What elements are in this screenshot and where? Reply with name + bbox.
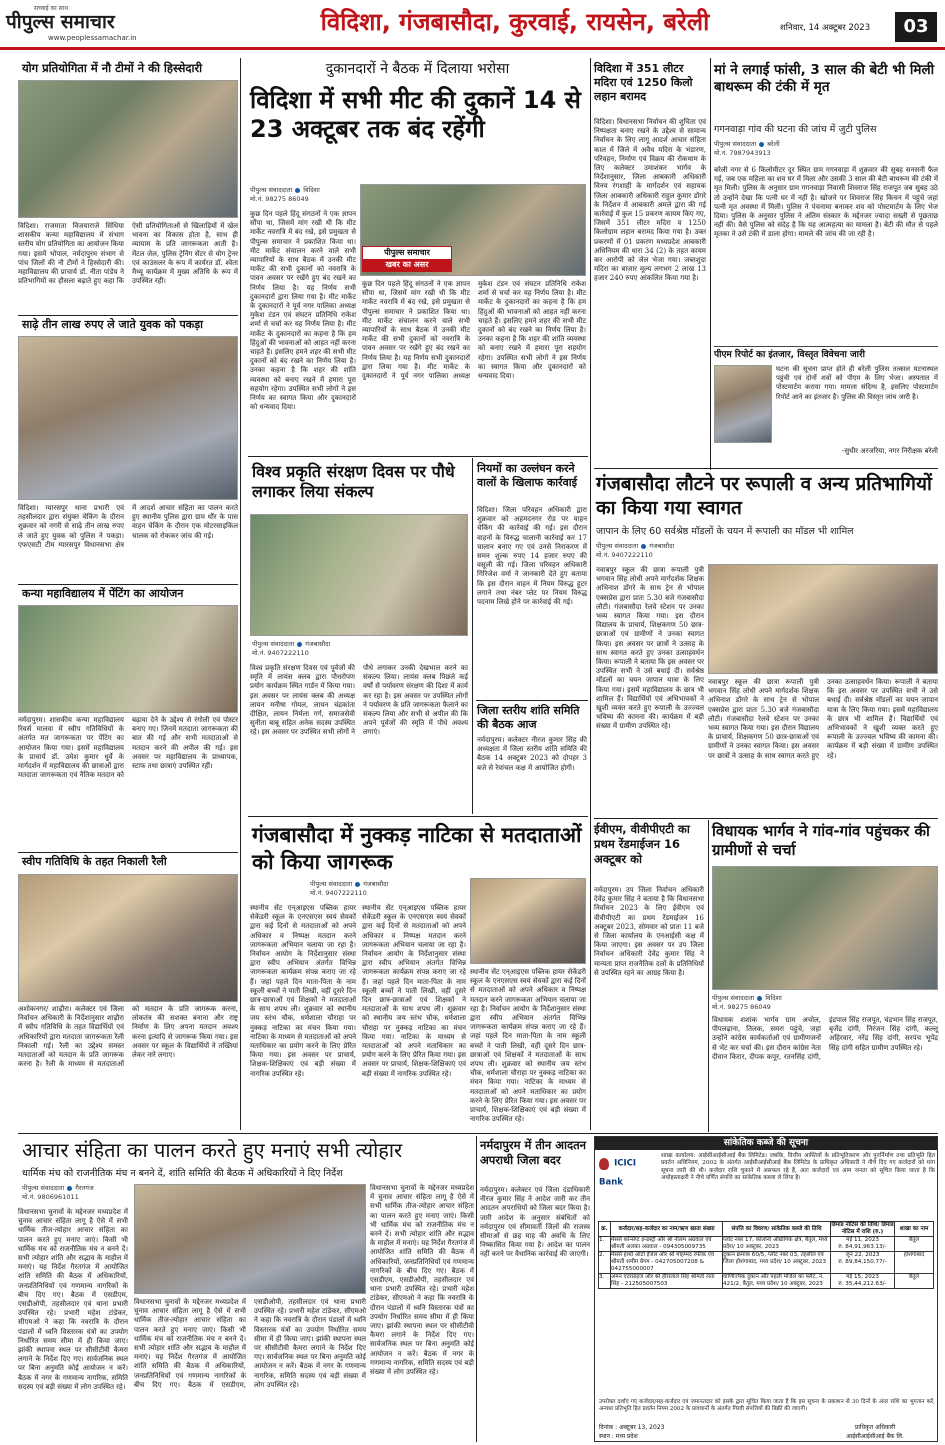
nature-day-headline: विश्व प्रकृति संरक्षण दिवस पर पौधे लगाकर लिया संकल्प — [252, 462, 455, 501]
byline-mobile: मो.नं. 9407222110 — [596, 551, 653, 559]
rupali-byline — [596, 542, 766, 560]
impact-badge-brand: पीपुल्स समाचार — [384, 248, 430, 257]
pm-report-quote: -सुधीर अरजरिया, नगर निरीक्षक बरेली — [841, 447, 938, 455]
row-property: वाणिज्यिक दुकान और पहली मंजिल का फ्लैट, नं. 421/2, बैतूल, मध्य प्रदेश/ 10 अक्टूबर, 2023 — [723, 1274, 831, 1289]
nature-day-byline — [252, 640, 467, 658]
street-play-text-mid: स्थानीय सेंट एन्‌आइएस पब्लिक हायर सेकेंडरी स्कूल के एनएसएस स्वयं सेवकों द्वारा कई दिनों से मतदाताओं को अपने अधिकार व निष्पक्ष मतदान करने जागरूकता अभियान चलाया जा रहा है। निर्वाचन आयोग के निर्देशानुसार संस्था द्वारा स्वीप अभियान अंतर्गत विभिन्न जागरूकता कार्यक्रम संपन्न कराए जा रहे हैं। जहां पहले दिन माता-पिता के नाम स्कूली बच्चों ने पाती लिखी, वहीं दूसरे दिन छात्र-छात्राओं एवं शिक्षकों ने मतदाताओं के साथ शपथ ली। शुक्रवार को स्थानीय जय स्तंभ चौक, धर्मशाला चौराहा पर नुक्कड़ नाटिका का मंचन किया गया। नाटिका के माध्यम से मतदाताओं को अपने मताधिकार का प्रयोग करने के लिए प्रेरित किया गया। इस अवसर पर प्राचार्य, शिक्षक-शिक्षिकाएं एवं बड़ी संख्या में नागरिक उपस्थित रहे। — [362, 904, 466, 1078]
byline-mobile: मो.नं. 9407222110 — [310, 889, 367, 897]
byline-dot-icon — [757, 996, 762, 1001]
festival-text-right: विधानसभा चुनावों के मद्देनजर मध्यप्रदेश में चुनाव आचार संहिता लागू है ऐसे में सभी धार्मिक तीज-त्योहार आचार संहिता का पालन करते हुए मनाए जाएं। किसी भी धार्मिक मंच को राजनीतिक मंच न बनने दें। सभी त्योहार शांति और सद्भाव के माहौल में मनाएं। यह निर्देश गैरतगंज में आयोजित शांति समिति की बैठक में अधिकारियों, जनप्रतिनिधियों एवं गणमान्य नागरिकों के बीच दिए गए। बैठक में एसडीएम, एसडीओपी, तहसीलदार एवं थाना प्रभारी उपस्थित रहे। प्रभारी महेश टांडेकर, सीएमओ ने कहा कि नवरात्रि के दौरान पंडालों में ध्वनि विस्तारक यंत्रों का उपयोग निर्धारित समय सीमा में ही किया जाए। झांकी स्थापना स्थल पर सीसीटीवी कैमरा लगाने के निर्देश दिए गए। सार्वजनिक स्थल पर बिना अनुमति कोई आयोजन न करें। बैठक में नगर के गणमान्य नागरिक, समिति सदस्य एवं बड़ी संख्या में लोग उपस्थित रहे। — [370, 1184, 474, 1377]
pm-report-headline: पीएम रिपोर्ट का इंतजार, विस्तृत विवेचना जारी — [714, 350, 865, 360]
mla-text: विधायक शशांक भार्गव ग्राम अचोल, पीपलढ़ाना, तिलक, समरा पहुंचे, जहां उन्होंने कांग्रेस कार्यकर्ताओं एवं ग्रामीणजनों से भेंट कर चर्चा की। इस दौरान कांग्रेस नेता दीवान किरार, दीपक कपूर, रतनसिंह दांगी, इंद्रपाल सिंह राजपूत, चंद्रभान सिंह राजपूत, बृजेंद्र दांगी, निरंजन सिंह दांगी, कल्लू अहिरवार, नरेंद्र सिंह दांगी, सरपंच भूपेंद्र सिंह दांगी सहित ग्रामीण उपस्थित रहे। — [712, 1016, 938, 1061]
row-amount: रु. 84,91,963.13/- — [838, 1244, 887, 1250]
icici-logo — [599, 1153, 659, 1188]
table-row — [599, 1237, 934, 1252]
byline-author: पीपुल्स संवाददाता — [22, 1184, 65, 1192]
row-no: 3. — [599, 1274, 611, 1289]
issue-date: शनिवार, 14 अक्टूबर 2023 — [780, 23, 871, 33]
notice-th: कर्जदार/सह-कर्जदार का नाम/ऋण खाता संख्या — [611, 1222, 723, 1237]
district-exile-headline: नर्मदापुरम में तीन आदतन अपराधी जिला बदर — [480, 1138, 587, 1167]
rule-s12 — [248, 816, 588, 817]
sweep-rally-photo — [18, 874, 238, 1002]
byline-place: विदिशा — [303, 186, 320, 194]
row-date: मई 11, 2023 — [846, 1237, 879, 1243]
row-amount: रु. 89,84,150.77/- — [838, 1259, 887, 1265]
officer-portrait — [714, 365, 772, 443]
row-date: जून 22, 2023 — [845, 1252, 880, 1258]
logo-text: पीपुल्स समाचार — [6, 11, 115, 33]
meat-shops-headline: विदिशा में सभी मीट की दुकानें 14 से 23 अक्टूबर तक बंद रहेंगी — [250, 86, 581, 143]
suicide-byline — [714, 140, 824, 158]
notice-place: स्थान : मध्य प्रदेश — [599, 1433, 638, 1440]
col-divider-bottom — [476, 1136, 477, 1442]
byline-place: गैरतगंज — [75, 1184, 94, 1192]
rule-s10 — [476, 700, 588, 701]
col-divider-mid — [590, 58, 591, 1130]
rule-right-1 — [594, 468, 938, 469]
festival-text-mid: विधानसभा चुनावों के मद्देनजर मध्यप्रदेश में चुनाव आचार संहिता लागू है ऐसे में सभी धार्मिक तीज-त्योहार आचार संहिता का पालन करते हुए मनाए जाएं। किसी भी धार्मिक मंच को राजनीतिक मंच न बनने दें। सभी त्योहार शांति और सद्भाव के माहौल में मनाएं। यह निर्देश गैरतगंज में आयोजित शांति समिति की बैठक में अधिकारियों, जनप्रतिनिधियों एवं गणमान्य नागरिकों के बीच दिए गए। बैठक में एसडीएम, एसडीओपी, तहसीलदार एवं थाना प्रभारी उपस्थित रहे। प्रभारी महेश टांडेकर, सीएमओ ने कहा कि नवरात्रि के दौरान पंडालों में ध्वनि विस्तारक यंत्रों का उपयोग निर्धारित समय सीमा में ही किया जाए। झांकी स्थापना स्थल पर सीसीटीवी कैमरा लगाने के निर्देश दिए गए। सार्वजनिक स्थल पर बिना अनुमति कोई आयोजन न करें। बैठक में नगर के गणमान्य नागरिक, समिति सदस्य एवं बड़ी संख्या में लोग उपस्थित रहे। — [134, 1298, 366, 1389]
byline-author: पीपुल्स संवाददाता — [712, 994, 755, 1002]
notice-date: दिनांक : अक्टूबर 13, 2023 — [599, 1424, 665, 1431]
meat-shops-text-right: कुछ दिन पहले हिंदू संगठनों ने एक ज्ञापन सौंपा था, जिसमें मांग रखी थी कि मीट मार्केट नवरात्रि में बंद रखे, इसे प्रमुखता से पीपुल्स समाचार ने प्रकाशित किया था। मीट मार्केट संचालन करने वाले सभी व्यापारियों के साथ बैठक में उनकी मीट मार्केट की सभी दुकानों को नवरात्रि के पावन अवसर पर रखेंगे हुए बंद रखने का निर्णय लिया है। यह निर्णय सभी दुकानदारों द्वारा लिया गया है। मीट मार्केट के दुकानदारों ने पूर्व नगर पालिका अध्यक्ष मुकेश टंडन एवं संघटन प्रतिनिधि राकेश शर्मा से चर्चा कर यह निर्णय लिया है। मीट मार्केट के दुकानदारों का कहना है कि हम हिंदुओं की भावनाओं को आहत नहीं करना चाहते हैं। इसलिए हमने शहर की सभी मीट दुकानों को बंद रखने का निर्णय लिया है। उनका कहना है कि शहर की शांति व्यवस्था को बनाए रखने में हमारा पूरा सहयोग रहेगा। उपस्थित सभी लोगों ने इस निर्णय का स्वागत किया और दुकानदारों को धन्यवाद दिया। — [362, 280, 586, 381]
festival-headline: आचार संहिता का पालन करते हुए मनाएं सभी त्योहार — [22, 1138, 403, 1162]
rules-violation-headline: नियमों का उल्लंघन करने वालों के खिलाफ कार्रवाई — [477, 462, 578, 489]
byline-dot-icon — [759, 142, 764, 147]
street-play-headline: गंजबासौदा में नुक्कड़ नाटिका से मतदाताओं को किया जागरूक — [252, 823, 582, 874]
byline-author: पीपुल्स संवाददाता — [714, 140, 757, 148]
notice-th: डिमांड नोटिस की तिथि/ डिमांड नोटिस में राशि (रु.) — [831, 1222, 894, 1235]
byline-dot-icon — [641, 544, 646, 549]
row-no: 1. — [599, 1237, 611, 1252]
byline-author: पीपुल्स संवाददाता — [596, 542, 639, 550]
byline-dot-icon — [297, 642, 302, 647]
notice-footer: उपरोक्त दर्शाए गए कर्जदार/सह-कर्जदार एवं जमानतदार को इसके द्वारा सूचित किया जाता है कि इस सूचना के प्रकाशन से 30 दिनों के अंदर राशि का भुगतान करें, अन्यथा प्रतिभूति हित प्रवर्तन नियम 2002 के प्रावधानों के अंतर्गत गिरवी संपत्तियों की बिक्री की जाएगी। — [599, 1399, 935, 1412]
byline-place: गंजबासौदा — [649, 542, 675, 550]
page-number: 03 — [895, 12, 937, 42]
festival-photo — [134, 1184, 366, 1294]
byline-place: गंजबासौदा — [363, 880, 389, 888]
masthead-rule — [0, 47, 945, 50]
row-name: अमन एंटरप्राइज और श्री हीरालाल सिंह श्रीमती लता सिंह - 212505007503 — [611, 1274, 723, 1289]
table-row — [599, 1274, 934, 1289]
impact-badge — [362, 246, 452, 272]
byline-place: विदिशा — [765, 994, 782, 1002]
row-property: दुकान क्रमांक 60/5, प्लॉट नंबर 03, तहसील एवं जिला होशंगाबाद, मध्य प्रदेश/ 10 अक्टूबर, 2023 — [723, 1252, 831, 1274]
rule-right-2 — [594, 818, 938, 819]
rule-s3 — [18, 584, 238, 585]
notice-intro: शाखा कार्यालय: आईसीआईसीआई बैंक लिमिटेड। जबकि, वित्तीय आस्तियों के प्रतिभूतिकरण और पुनर्निर्माण तथा प्रतिभूति हित प्रवर्तन अधिनियम, 2002 के अंतर्गत आईसीआईसीआई बैंक लिमिटेड के प्राधिकृत अधिकारी ने नीचे दिए गए कर्जदारों को मांग सूचना जारी की थी। कर्जदार राशि चुकाने में असफल रहे हैं, अतः कर्जदारों एवं आम जनता को सूचित किया जाता है कि अधोहस्ताक्षरी ने नीचे वर्णित संपत्ति का सांकेतिक कब्जा ले लिया है। — [661, 1153, 935, 1182]
nature-day-photo — [250, 514, 468, 636]
mla-headline: विधायक भार्गव ने गांव-गांव पहुंचकर की ग्रामीणों से चर्चा — [712, 822, 930, 859]
row-property: प्लॉट नंबर 17, कॉलोनी औद्योगिक क्षेत्र, बैतूल, मध्य प्रदेश/ 10 अक्टूबर, 2023 — [723, 1237, 831, 1252]
col-divider-right-2 — [708, 820, 709, 1132]
row-branch: बैतूल — [895, 1237, 934, 1252]
street-play-text-right: स्थानीय सेंट एन्‌आइएस पब्लिक हायर सेकेंडरी स्कूल के एनएसएस स्वयं सेवकों द्वारा कई दिनों से मतदाताओं को अपने अधिकार व निष्पक्ष मतदान करने जागरूकता अभियान चलाया जा रहा है। निर्वाचन आयोग के निर्देशानुसार संस्था द्वारा स्वीप अभियान अंतर्गत विभिन्न जागरूकता कार्यक्रम संपन्न कराए जा रहे हैं। जहां पहले दिन माता-पिता के नाम स्कूली बच्चों ने पाती लिखी, वहीं दूसरे दिन छात्र-छात्राओं एवं शिक्षकों ने मतदाताओं के साथ शपथ ली। शुक्रवार को स्थानीय जय स्तंभ चौक, धर्मशाला चौराहा पर नुक्कड़ नाटिका का मंचन किया गया। नाटिका के माध्यम से मतदाताओं को अपने मताधिकार का प्रयोग करने के लिए प्रेरित किया गया। इस अवसर पर प्राचार्य, शिक्षक-शिक्षिकाएं एवं बड़ी संख्या में नागरिक उपस्थित रहे। — [470, 968, 586, 1124]
street-play-byline — [310, 880, 490, 898]
street-play-text-left: स्थानीय सेंट एन्‌आइएस पब्लिक हायर सेकेंडरी स्कूल के एनएसएस स्वयं सेवकों द्वारा कई दिनों से मतदाताओं को अपने अधिकार व निष्पक्ष मतदान करने जागरूकता अभियान चलाया जा रहा है। निर्वाचन आयोग के निर्देशानुसार संस्था द्वारा स्वीप अभियान अंतर्गत विभिन्न जागरूकता कार्यक्रम संपन्न कराए जा रहे हैं। जहां पहले दिन माता-पिता के नाम स्कूली बच्चों ने पाती लिखी, वहीं दूसरे दिन छात्र-छात्राओं एवं शिक्षकों ने मतदाताओं के साथ शपथ ली। शुक्रवार को स्थानीय जय स्तंभ चौक, धर्मशाला चौराहा पर नुक्कड़ नाटिका का मंचन किया गया। नाटिका के माध्यम से मतदाताओं को अपने मताधिकार का प्रयोग करने के लिए प्रेरित किया गया। इस अवसर पर प्राचार्य, शिक्षक-शिक्षिकाएं एवं बड़ी संख्या में नागरिक उपस्थित रहे। — [250, 904, 356, 1078]
byline-mobile: मो.नं. 7987943913 — [714, 149, 771, 157]
rupali-photo — [708, 564, 938, 674]
district-exile-text: नर्मदापुरम। कलेक्टर एवं जिला दंडाधिकारी नीरज कुमार सिंह ने आदेश जारी कर तीन आदतन अपराधियों को जिला बदर किया है। जारी आदेश के अनुसार संबंधितों को नर्मदापुरम एवं सीमावर्ती जिलों की राजस्व सीमाओं से छह माह की अवधि के लिए निष्कासित किया गया है। आदेश का पालन नहीं करने पर वैधानिक कार्रवाई की जाएगी। — [480, 1186, 590, 1259]
byline-author: पीपुल्स संवाददाता — [252, 640, 295, 648]
cash-seized-headline: साढ़े तीन लाख रुपए ले जाते युवक को पकड़ा — [22, 318, 203, 331]
byline-place: गंजबासौदा — [305, 640, 331, 648]
icici-logo-icon — [599, 1158, 609, 1170]
icici-notice — [594, 1136, 938, 1442]
festival-text-left: विधानसभा चुनावों के मद्देनजर मध्यप्रदेश में चुनाव आचार संहिता लागू है ऐसे में सभी धार्मिक तीज-त्योहार आचार संहिता का पालन करते हुए मनाए जाएं। किसी भी धार्मिक मंच को राजनीतिक मंच न बनने दें। सभी त्योहार शांति और सद्भाव के माहौल में मनाएं। यह निर्देश गैरतगंज में आयोजित शांति समिति की बैठक में अधिकारियों, जनप्रतिनिधियों एवं गणमान्य नागरिकों के बीच दिए गए। बैठक में एसडीएम, एसडीओपी, तहसीलदार एवं थाना प्रभारी उपस्थित रहे। प्रभारी महेश टांडेकर, सीएमओ ने कहा कि नवरात्रि के दौरान पंडालों में ध्वनि विस्तारक यंत्रों का उपयोग निर्धारित समय सीमा में ही किया जाए। झांकी स्थापना स्थल पर सीसीटीवी कैमरा लगाने के निर्देश दिए गए। सार्वजनिक स्थल पर बिना अनुमति कोई आयोजन न करें। बैठक में नगर के गणमान्य नागरिक, समिति सदस्य एवं बड़ी संख्या में लोग उपस्थित रहे। — [18, 1208, 128, 1391]
rule-s4 — [18, 852, 238, 853]
icici-logo-text: ICICI Bank — [599, 1158, 637, 1188]
notice-th: क्र. — [599, 1222, 611, 1237]
section-title: विदिशा, गंजबासौदा, कुरवाई, रायसेन, बरेली — [320, 8, 710, 36]
festival-subhead: धार्मिक मंच को राजनीतिक मंच न बनने दें, शांति समिति की बैठक में अधिकारियों ने दिए निर्देश — [22, 1168, 343, 1179]
notice-th: संपत्ति का विवरण/ सांकेतिक कब्जे की तिथि — [723, 1222, 831, 1237]
peace-committee-text: नर्मदापुरम। कलेक्टर नीरज कुमार सिंह की अध्यक्षता में जिला स्तरीय शांति समिति की बैठक 14 अक्टूबर 2023 को दोपहर 3 बजे से रेवांचल कक्ष में आयोजित होगी। — [477, 736, 587, 772]
byline-dot-icon — [295, 188, 300, 193]
peace-committee-headline: जिला स्तरीय शांति समिति की बैठक आज — [477, 704, 580, 731]
table-row — [599, 1252, 934, 1274]
yoga-text: विदिशा। राजमाता विजयाराजे सिंधिया शासकीय कन्या महाविद्यालय में संभाग स्तरीय योग प्रतियोगिता का आयोजन किया गया। इसमें भोपाल, नर्मदापुरम संभाग से पांच जिलों की नौ टीमों ने हिस्सेदारी की। महाविद्यालय की प्राचार्य डॉ. नीता पांडेय ने प्रतिभागियों का हौसला बढ़ाते हुए कहा कि ऐसी प्रतियोगिताओं से खिलाड़ियों में खेल भावना का विकास होता है, साथ ही व्यायाम के प्रति जागरूकता आती है। मेंटल जेल, पुलिस ट्रेनिंग सेंटर से योग ट्रेनर एवं काउंसलर के रूप में कार्यरत डॉ. श्वेता मैथ्यू कार्यक्रम में मुख्य अतिथि के रूप में उपस्थित रहीं। — [18, 222, 238, 286]
rupali-subhead: जापान के लिए 60 सर्वश्रेष्ठ मॉडलों के चयन में रूपाली का मॉडल भी शामिल — [596, 526, 854, 537]
cash-seized-text: विदिशा। ग्यारसपुर थाना प्रभारी एवं तहसीलदार द्वारा संयुक्त चेकिंग के दौरान शुक्रवार को नगरी से साढ़े तीन लाख रुपए ले जाते हुए युवक को पुलिस ने पकड़ा। एफएसटी टीम ग्यारसपुर विधानसभा क्षेत्र में आदर्श आचार संहिता का पालन करते हुए स्थानीय पुलिस द्वारा ग्राम धौंर के पास वाहन चेकिंग के दौरान एक मोटरसाइकिल चालक को रोककर जांच की गई। — [18, 504, 238, 549]
rule-bottom — [18, 1133, 938, 1134]
rule-s2 — [18, 315, 238, 316]
byline-dot-icon — [355, 882, 360, 887]
byline-mobile: मो.नं. 98275 86049 — [250, 195, 309, 203]
mla-byline — [712, 994, 832, 1012]
col-divider-right — [710, 58, 711, 470]
liquor-seized-headline: विदिशा में 351 लीटर मदिरा एवं 1250 किलो लहान बरामद — [594, 62, 693, 103]
tagline: सच्चाई का साथ — [34, 5, 69, 12]
masthead — [0, 0, 945, 50]
row-demand — [831, 1237, 895, 1252]
col-divider-left — [240, 58, 241, 1130]
meat-shops-text-left: कुछ दिन पहले हिंदू संगठनों ने एक ज्ञापन सौंपा था, जिसमें मांग रखी थी कि मीट मार्केट नवरात्रि में बंद रखे, इसे प्रमुखता से पीपुल्स समाचार ने प्रकाशित किया था। मीट मार्केट संचालन करने वाले सभी व्यापारियों के साथ बैठक में उनकी मीट मार्केट की सभी दुकानों को नवरात्रि के पावन अवसर पर रखेंगे हुए बंद रखने का निर्णय लिया है। यह निर्णय सभी दुकानदारों द्वारा लिया गया है। मीट मार्केट के दुकानदारों ने पूर्व नगर पालिका अध्यक्ष मुकेश टंडन एवं संघटन प्रतिनिधि राकेश शर्मा से चर्चा कर यह निर्णय लिया है। मीट मार्केट के दुकानदारों का कहना है कि हम हिंदुओं की भावनाओं को आहत नहीं करना चाहते हैं। इसलिए हमने शहर की सभी मीट दुकानों को बंद रखने का निर्णय लिया है। उनका कहना है कि शहर की शांति व्यवस्था को बनाए रखने में हमारा पूरा सहयोग रहेगा। उपस्थित सभी लोगों ने इस निर्णय का स्वागत किया और दुकानदारों को धन्यवाद दिया। — [250, 210, 356, 412]
cash-seized-photo — [18, 336, 238, 500]
row-branch: होशंगाबाद — [895, 1252, 934, 1274]
byline-dot-icon — [67, 1186, 72, 1191]
yoga-headline: योग प्रतियोगिता में नौ टीमों ने की हिस्सेदारी — [22, 61, 203, 75]
row-demand — [831, 1252, 895, 1274]
rupali-text-left: नवाबपुर स्कूल की छात्रा रूपाली पुत्री भगवान सिंह लोधी अपने मार्गदर्शक शिक्षक अभिनाश डोंगरे के साथ ट्रेन से भोपाल एक्सप्रेस द्वारा प्रातः 5.30 बजे गंजबासौदा लौटी। गंजबासौदा रेलवे स्टेशन पर उनका भव्य स्वागत किया गया। इस दौरान विद्यालय के प्राचार्य, शिक्षकगण 50 छात्र-छात्राओं एवं ग्रामीणों ने उनका स्वागत किया। इस अवसर पर छात्रों ने उत्साह के साथ स्वागत करते हुए उनका उत्साहवर्धन किया। रूपाली ने बताया कि इस अवसर पर उपस्थित सभी ने उसे बधाई दी। सर्वश्रेष्ठ मॉडलों का चयन जापान यात्रा के लिए किया गया। इसमें महाविद्यालय के छात्र भी शामिल हैं। विद्यार्थियों एवं अभिभावकों ने खुशी व्यक्त करते हुए रूपाली के उज्ज्वल भविष्य की कामना की। कार्यक्रम में बड़ी संख्या में ग्रामीण उपस्थित रहे। — [596, 566, 704, 731]
site-url[interactable]: www.peoplessamachar.in — [48, 34, 137, 42]
byline-mobile: मो.नं. 9806961011 — [22, 1193, 79, 1201]
sweep-rally-headline: स्वीप गतिविधि के तहत निकाली रैली — [22, 855, 167, 868]
logo — [6, 4, 146, 44]
row-name: मेसर्स कॉन्सेप्ट इन्डस्ट्री और श्री नीलम अग्रवाल एवं श्रीमती अलका अग्रवाल - 094305009735 — [611, 1237, 723, 1252]
pm-report-box — [714, 346, 938, 464]
yoga-photo — [18, 80, 238, 218]
rule-mid-1 — [248, 456, 588, 457]
impact-badge-text: खबर का असर — [363, 259, 451, 271]
sweep-rally-text: अशोकनगर/ शाढ़ौरा। कलेक्टर एवं जिला निर्वाचन अधिकारी के निर्देशानुसार शाढ़ौरा में स्वीप गतिविधि के तहत विद्यार्थियों एवं अधिकारियों द्वारा मतदाता जागरूकता रैली निकाली गई। रैली का उद्देश्य समस्त मतदाताओं को मतदान के प्रति जागरूक करना है। रैली के माध्यम से मतदाताओं को मतदान के प्रति जागरूक करना, लोकतंत्र की सशक्त बनाना और राष्ट्र निर्माण के लिए अपना मतदान अवश्य करना इत्यादि से जागरूक किया गया। इस अवसर पर स्कूल के विद्यार्थियों ने तख्तियां लेकर नारे लगाए। — [18, 1005, 238, 1069]
nature-day-text: विश्व प्रकृति संरक्षण दिवस एवं पूर्वजों की स्मृति में लायंस क्लब द्वारा पौधरोपण प्रयोग कार्यक्रम स्थित गार्डन में किया गया। इस अवसर पर लायंस क्लब की अध्यक्ष लायन मनीषा गोयल, लायन चंद्रकांता दीक्षित, लायन निर्मला गर्ग, समाजसेवी सुनीता बाबू सहित अनेक सदस्य उपस्थित रहे। इस अवसर पर उपस्थित सभी लोगों ने पौधे लगाकर उनकी देखभाल करने का संकल्प लिया। लायंस क्लब पिछले कई वर्षों से पर्यावरण संरक्षण की दिशा में कार्य कर रहा है। इस अवसर पर उपस्थित लोगों ने पर्यावरण के प्रति जागरूकता फैलाने का संकल्प लिया और सभी से अपील की कि अपने पूर्वजों की स्मृति में पौधे अवश्य लगाएं। — [250, 664, 468, 737]
byline-author: पीपुल्स संवाददाता — [250, 186, 293, 194]
byline-mobile: मो.नं. 9407222110 — [252, 649, 309, 657]
row-demand — [831, 1274, 895, 1289]
notice-th: शाखा का नाम — [895, 1222, 934, 1237]
painting-text: नर्मदापुरम। शासकीय कन्या महाविद्यालय रिवर्स मालवा में स्वीप गतिविधियों के अंतर्गत मत जागरूकता पर पेंटिंग का आयोजन किया गया। इसमें महाविद्यालय के प्राचार्य डॉ. उमेश कुमार धुर्वे के मार्गदर्शन में महाविद्यालय की छात्राओं द्वारा मतदाता जागरूकता एवं नैतिक मतदान को बढ़ावा देने के उद्देश्य से रंगोली एवं पोस्टर बनाए गए। जिनमें मतदाता जागरूकता की बात की गई और सभी मतदाताओं से मतदान करने की अपील की गई। इस अवसर पर महाविद्यालय के प्राध्यापक, स्टाफ तथा छात्राएं उपस्थित रहीं। — [18, 716, 238, 780]
suicide-text: बरेली नगर से 6 किलोमीटर दूर स्थित ग्राम गगनवाड़ा में शुक्रवार की सुबह सनसनी फैल गई, जब एक महिला का शव घर में मिला और उसकी 3 साल की बेटी बाथरूम की टंकी में मृत मिली। पुलिस के अनुसार ग्राम गगनवाड़ा निवासी शिवराज सिंह राजपूत जब सुबह उठे तो उन्होंने देखा कि पत्नी घर में नहीं है। खोजने पर शिवराज सिंह किचन में पहुंचे जहां पत्नी मृत अवस्था में मिली। पुलिस ने पंचनामा बनाकर शव को पोस्टमार्टम के लिए भेज दिया। पुलिस के अनुसार पुलिस ने अंतिम संस्कार के मद्देनजर ज्यादा सख्ती से पूछताछ नहीं की। वैसे पुलिस को संदेह है कि यह आत्महत्या का मामला है। बेटी की मौत से पहले मृतका ने उसे टंकी में डाला होगा। मामले की जांच की जा रही है। — [714, 166, 939, 239]
byline-mobile: मो.नं. 98275 86049 — [712, 1003, 771, 1011]
meat-shops-kicker: दुकानदारों ने बैठक में दिलाया भरोसा — [325, 61, 510, 77]
suicide-subhead: गगनवाड़ा गांव की घटना की जांच में जुटी पुलिस — [714, 124, 877, 135]
evm-headline: ईवीएम, वीवीपीएटी का प्रथम रेंडमाईजन 16 अक्टूबर को — [594, 822, 690, 866]
rupali-headline: गंजबासौदा लौटने पर रूपाली व अन्य प्रतिभागियों का किया गया स्वागत — [596, 473, 932, 519]
col-divider-inner — [472, 458, 473, 814]
rupali-text-right: नवाबपुर स्कूल की छात्रा रूपाली पुत्री भगवान सिंह लोधी अपने मार्गदर्शक शिक्षक अभिनाश डोंगरे के साथ ट्रेन से भोपाल एक्सप्रेस द्वारा प्रातः 5.30 बजे गंजबासौदा लौटी। गंजबासौदा रेलवे स्टेशन पर उनका भव्य स्वागत किया गया। इस दौरान विद्यालय के प्राचार्य, शिक्षकगण 50 छात्र-छात्राओं एवं ग्रामीणों ने उनका स्वागत किया। इस अवसर पर छात्रों ने उत्साह के साथ स्वागत करते हुए उनका उत्साहवर्धन किया। रूपाली ने बताया कि इस अवसर पर उपस्थित सभी ने उसे बधाई दी। सर्वश्रेष्ठ मॉडलों का चयन जापान यात्रा के लिए किया गया। इसमें महाविद्यालय के छात्र भी शामिल हैं। विद्यार्थियों एवं अभिभावकों ने खुशी व्यक्त करते हुए रूपाली के उज्ज्वल भविष्य की कामना की। कार्यक्रम में बड़ी संख्या में ग्रामीण उपस्थित रहे। — [708, 678, 938, 760]
row-date: मई 15, 2023 — [846, 1274, 879, 1280]
pm-report-text: घटना की सूचना प्राप्त होते ही बरेली पुलिस तत्काल घटनास्थल पहुंची एवं दोनों शवों को पीएम के लिए भेजा। अस्पताल में पोस्टमार्टम कराया गया। मामला संदिग्ध है, इसलिए पोस्टमार्टम रिपोर्ट आने का इंतजार है। पुलिस की विस्तृत जांच जारी है। — [776, 365, 938, 401]
painting-photo — [18, 605, 238, 713]
row-no: 2. — [599, 1252, 611, 1274]
byline-author: पीपुल्स संवाददाता — [310, 880, 353, 888]
notice-sign1: प्राधिकृत अधिकारी — [854, 1424, 896, 1431]
suicide-headline: मां ने लगाई फांसी, 3 साल की बेटी भी मिली बाथरूम की टंकी में मृत — [714, 62, 935, 95]
meat-shops-byline — [250, 186, 370, 204]
notice-sign2: आईसीआईसीआई बैंक लि. — [846, 1433, 904, 1440]
byline-place: बरेली — [767, 140, 780, 148]
evm-text: नर्मदापुरम। उप जिला निर्वाचन अधिकारी देवेंद्र कुमार सिंह ने बताया है कि विधानसभा निर्वाचन 2023 के लिए ईवीएम एवं वीवीपीएटी का प्रथम रेंडमाईजन 16 अक्टूबर 2023, सोमवार को प्रातः 11 बजे से जिला कार्यालय के एनआईसी कक्ष में किया जाएगा। इस अवसर पर उप जिला निर्वाचन अधिकारी देवेंद्र कुमार सिंह ने मान्यता प्राप्त राजनैतिक दलों के प्रतिनिधियों से उपस्थित रहने का आग्रह किया है। — [594, 886, 704, 977]
notice-title: सांकेतिक कब्जे की सूचना — [595, 1137, 937, 1150]
liquor-seized-text: विदिशा। विधानसभा निर्वाचन की शुचिता एवं निष्पक्षता बनाए रखने के उद्देश्य से सामान्य निर्वाचन के लिए लागू आदर्श आचार संहिता काल में जिले में अवैध मदिरा के भंडारण, परिवहन, निर्माण एवं विक्रय की रोकथाम के लिए कलेक्टर उमाशंकर भार्गव के निर्देशानुसार, जिला आबकारी अधिकारी विनय रंगशाही के मार्गदर्शन एवं सहायक जिला आबकारी अधिकारी राहुल कुमार डोंगरे के निर्देशन में आबकारी अमले द्वारा की गई कार्रवाई में कुल 15 प्रकरण कायम किए गए, जिसमें 351 लीटर मदिरा व 1250 किलोग्राम लहान बरामद किया गया है। उक्त प्रकरणों में 01 प्रकरण मध्यप्रदेश आबकारी अधिनियम की धारा 34 (2) के तहत कायम कर आरोपी को जेल भेजा गया। जब्तशुदा मदिरा का बाजार मूल्य लगभग 2 लाख 13 हजार 240 रुपए आंकलित किया गया है। — [594, 118, 706, 283]
row-name: मेसर्स हाथी ऑटो ईजल और श्री मोहम्मद रफीक एवं श्रीमती शमीम बेगम - 042705007208 & 042755000007 — [611, 1252, 723, 1274]
row-amount: रु. 35,44,212.63/- — [838, 1281, 887, 1287]
rules-violation-text: विदिशा। जिला परिवहन अधिकारी द्वारा शुक्रवार को अहमदनगर रोड पर वाहन चेकिंग की कार्रवाई की गई। इस दौरान वाहनों के विरुद्ध चालानी कार्रवाई कर 17 चालान बनाए गए एवं उनसे निराकरण में समन शुल्क रुपए 14 हजार रुपए की वसूली की गई। जिला परिवहन अधिकारी गिरिजेश वर्मा ने जानकारी देते हुए बताया कि इस दौरान वाहन में नियम विरुद्ध हूटर लगाने तथा नंबर प्लेट पर नियम विरुद्ध पदनाम लिखे होने पर कार्रवाई की गई। — [477, 506, 587, 607]
notice-table — [598, 1221, 934, 1289]
painting-headline: कन्या महाविद्यालय में पेंटिंग का आयोजन — [22, 587, 184, 600]
mla-photo — [712, 866, 938, 990]
street-play-photo — [470, 878, 586, 964]
row-branch: बैतूल — [895, 1274, 934, 1289]
